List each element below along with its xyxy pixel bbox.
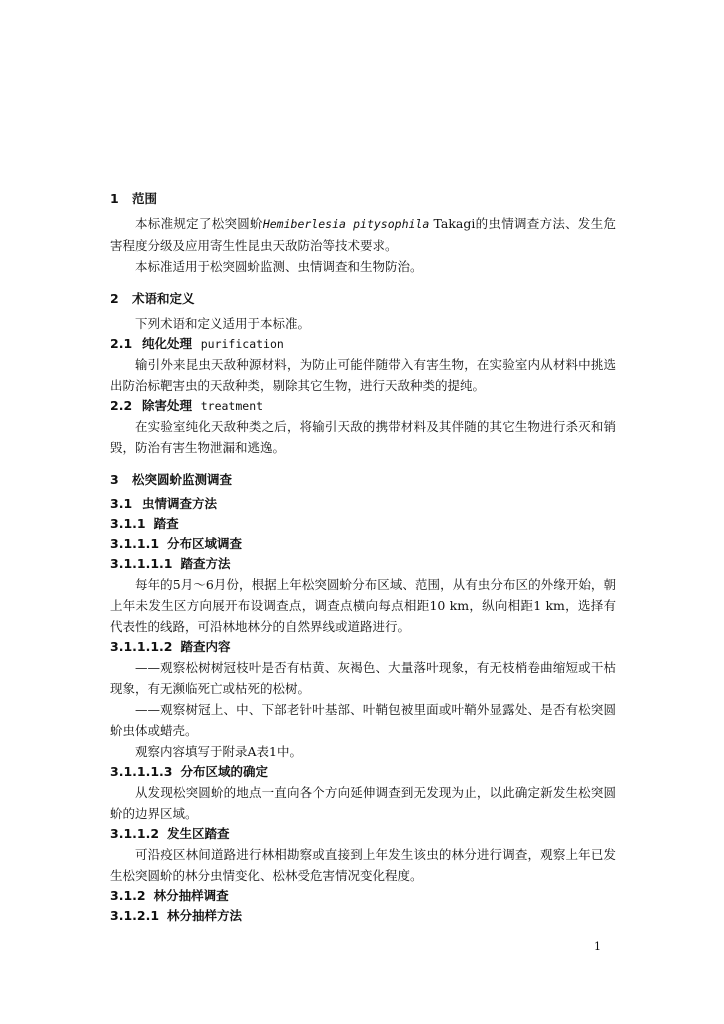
section-heading-3 — [110, 469, 616, 490]
subsection-heading-3-1-1-1-1 — [110, 554, 616, 574]
section-title: 术语和定义 — [132, 291, 195, 306]
subsection-heading-3-1-1-1-3 — [110, 762, 616, 782]
paragraph-distribution-boundary: 从发现松突圆蚧的地点一直向各个方向延伸调查到无发现为止，以此确定新发生松突圆蚧的边界区域。 — [110, 785, 616, 821]
term-english: purification — [200, 337, 284, 351]
section-title: 范围 — [132, 191, 158, 206]
section-title: 踏查 — [153, 516, 179, 531]
paragraph-survey-content-1: ——观察松树树冠枝叶是否有枯黄、灰褐色、大量落叶现象，有无枝梢卷曲缩短或干枯现象，有无濒临死亡或枯死的松树。 — [110, 660, 616, 696]
paragraph-purification: 输引外来昆虫天敌种源材料，为防止可能伴随带入有害生物，在实验室内从材料中挑选出防治标靶害虫的天敌种类，剔除其它生物，进行天敌种类的提纯。 — [110, 357, 616, 393]
paragraph-survey-content-3: 观察内容填写于附录A表1中。 — [135, 744, 302, 759]
section-number: 3.1.1.1.2 — [110, 639, 173, 654]
section-title: 林分抽样方法 — [167, 908, 243, 923]
paragraph-scope-2: 本标准适用于松突圆蚧监测、虫情调查和生物防治。 — [135, 259, 423, 274]
page-number: 1 — [594, 940, 601, 953]
paragraph-terms: 下列术语和定义适用于本标准。 — [135, 316, 311, 331]
section-title: 除害处理 — [142, 398, 193, 413]
section-title: 分布区域的确定 — [180, 764, 268, 779]
subsection-heading-3-1-1-1 — [110, 534, 616, 554]
section-title: 分布区域调查 — [167, 536, 243, 551]
text-run: 本标准规定了松突圆蚧 — [135, 216, 263, 231]
section-number: 3.1.1 — [110, 516, 146, 531]
subsection-heading-2-1 — [110, 334, 616, 354]
section-number: 3.1.2 — [110, 888, 146, 903]
subsection-heading-3-1-1 — [110, 514, 616, 534]
scientific-name: Hemiberlesia pitysophila — [262, 217, 430, 231]
section-number: 2.1 — [110, 336, 133, 351]
section-title: 踏查内容 — [180, 639, 231, 654]
section-number: 3.1.1.1.3 — [110, 764, 173, 779]
paragraph-occurrence-survey: 可沿疫区林间道路进行林相勘察或直接到上年发生该虫的林分进行调查，观察上年已发生松突圆蚧的林分虫情变化、松林受危害情况变化程度。 — [110, 847, 616, 883]
section-heading-1 — [110, 188, 616, 209]
section-title: 发生区踏查 — [167, 826, 230, 841]
subsection-heading-3-1-2-1 — [110, 906, 616, 926]
section-number: 3 — [110, 472, 119, 487]
subsection-heading-3-1-1-1-2 — [110, 637, 616, 657]
section-heading-2 — [110, 288, 616, 309]
subsection-heading-2-2 — [110, 396, 616, 416]
paragraph-survey-method: 每年的5月～6月份，根据上年松突圆蚧分布区域、范围，从有虫分布区的外缘开始，朝上年未发生区方向展开布设调查点，调查点横向每点相距10 km，纵向相距1 km，选择有代表性的线路，可沿林地林分的自然界线或道路进行。 — [110, 577, 616, 634]
section-title: 踏查方法 — [180, 556, 231, 571]
section-number: 3.1 — [110, 496, 133, 511]
section-number: 3.1.2.1 — [110, 908, 160, 923]
paragraph-scope-1 — [110, 213, 616, 256]
section-number: 2 — [110, 291, 119, 306]
paragraph-survey-content-2: ——观察树冠上、中、下部老针叶基部、叶鞘包被里面或叶鞘外显露处、是否有松突圆蚧虫体或蜡壳。 — [110, 702, 616, 738]
text-run: Takagi的虫情调查方法、发生危害程度分级及应用寄生性昆虫天敌防治等技术要求。 — [110, 216, 616, 253]
subsection-heading-3-1 — [110, 494, 616, 514]
section-title: 林分抽样调查 — [153, 888, 229, 903]
term-english: treatment — [200, 399, 264, 413]
section-number: 3.1.1.2 — [110, 826, 160, 841]
section-title: 纯化处理 — [142, 336, 193, 351]
subsection-heading-3-1-2 — [110, 886, 616, 906]
section-number: 1 — [110, 191, 119, 206]
document-body — [110, 188, 616, 926]
subsection-heading-3-1-1-2 — [110, 824, 616, 844]
section-title: 虫情调查方法 — [142, 496, 218, 511]
section-number: 3.1.1.1 — [110, 536, 160, 551]
paragraph-treatment: 在实验室纯化天敌种类之后，将输引天敌的携带材料及其伴随的其它生物进行杀灭和销毁，防治有害生物泄漏和逃逸。 — [110, 419, 616, 455]
section-title: 松突圆蚧监测调查 — [132, 472, 233, 487]
section-number: 3.1.1.1.1 — [110, 556, 173, 571]
section-number: 2.2 — [110, 398, 133, 413]
